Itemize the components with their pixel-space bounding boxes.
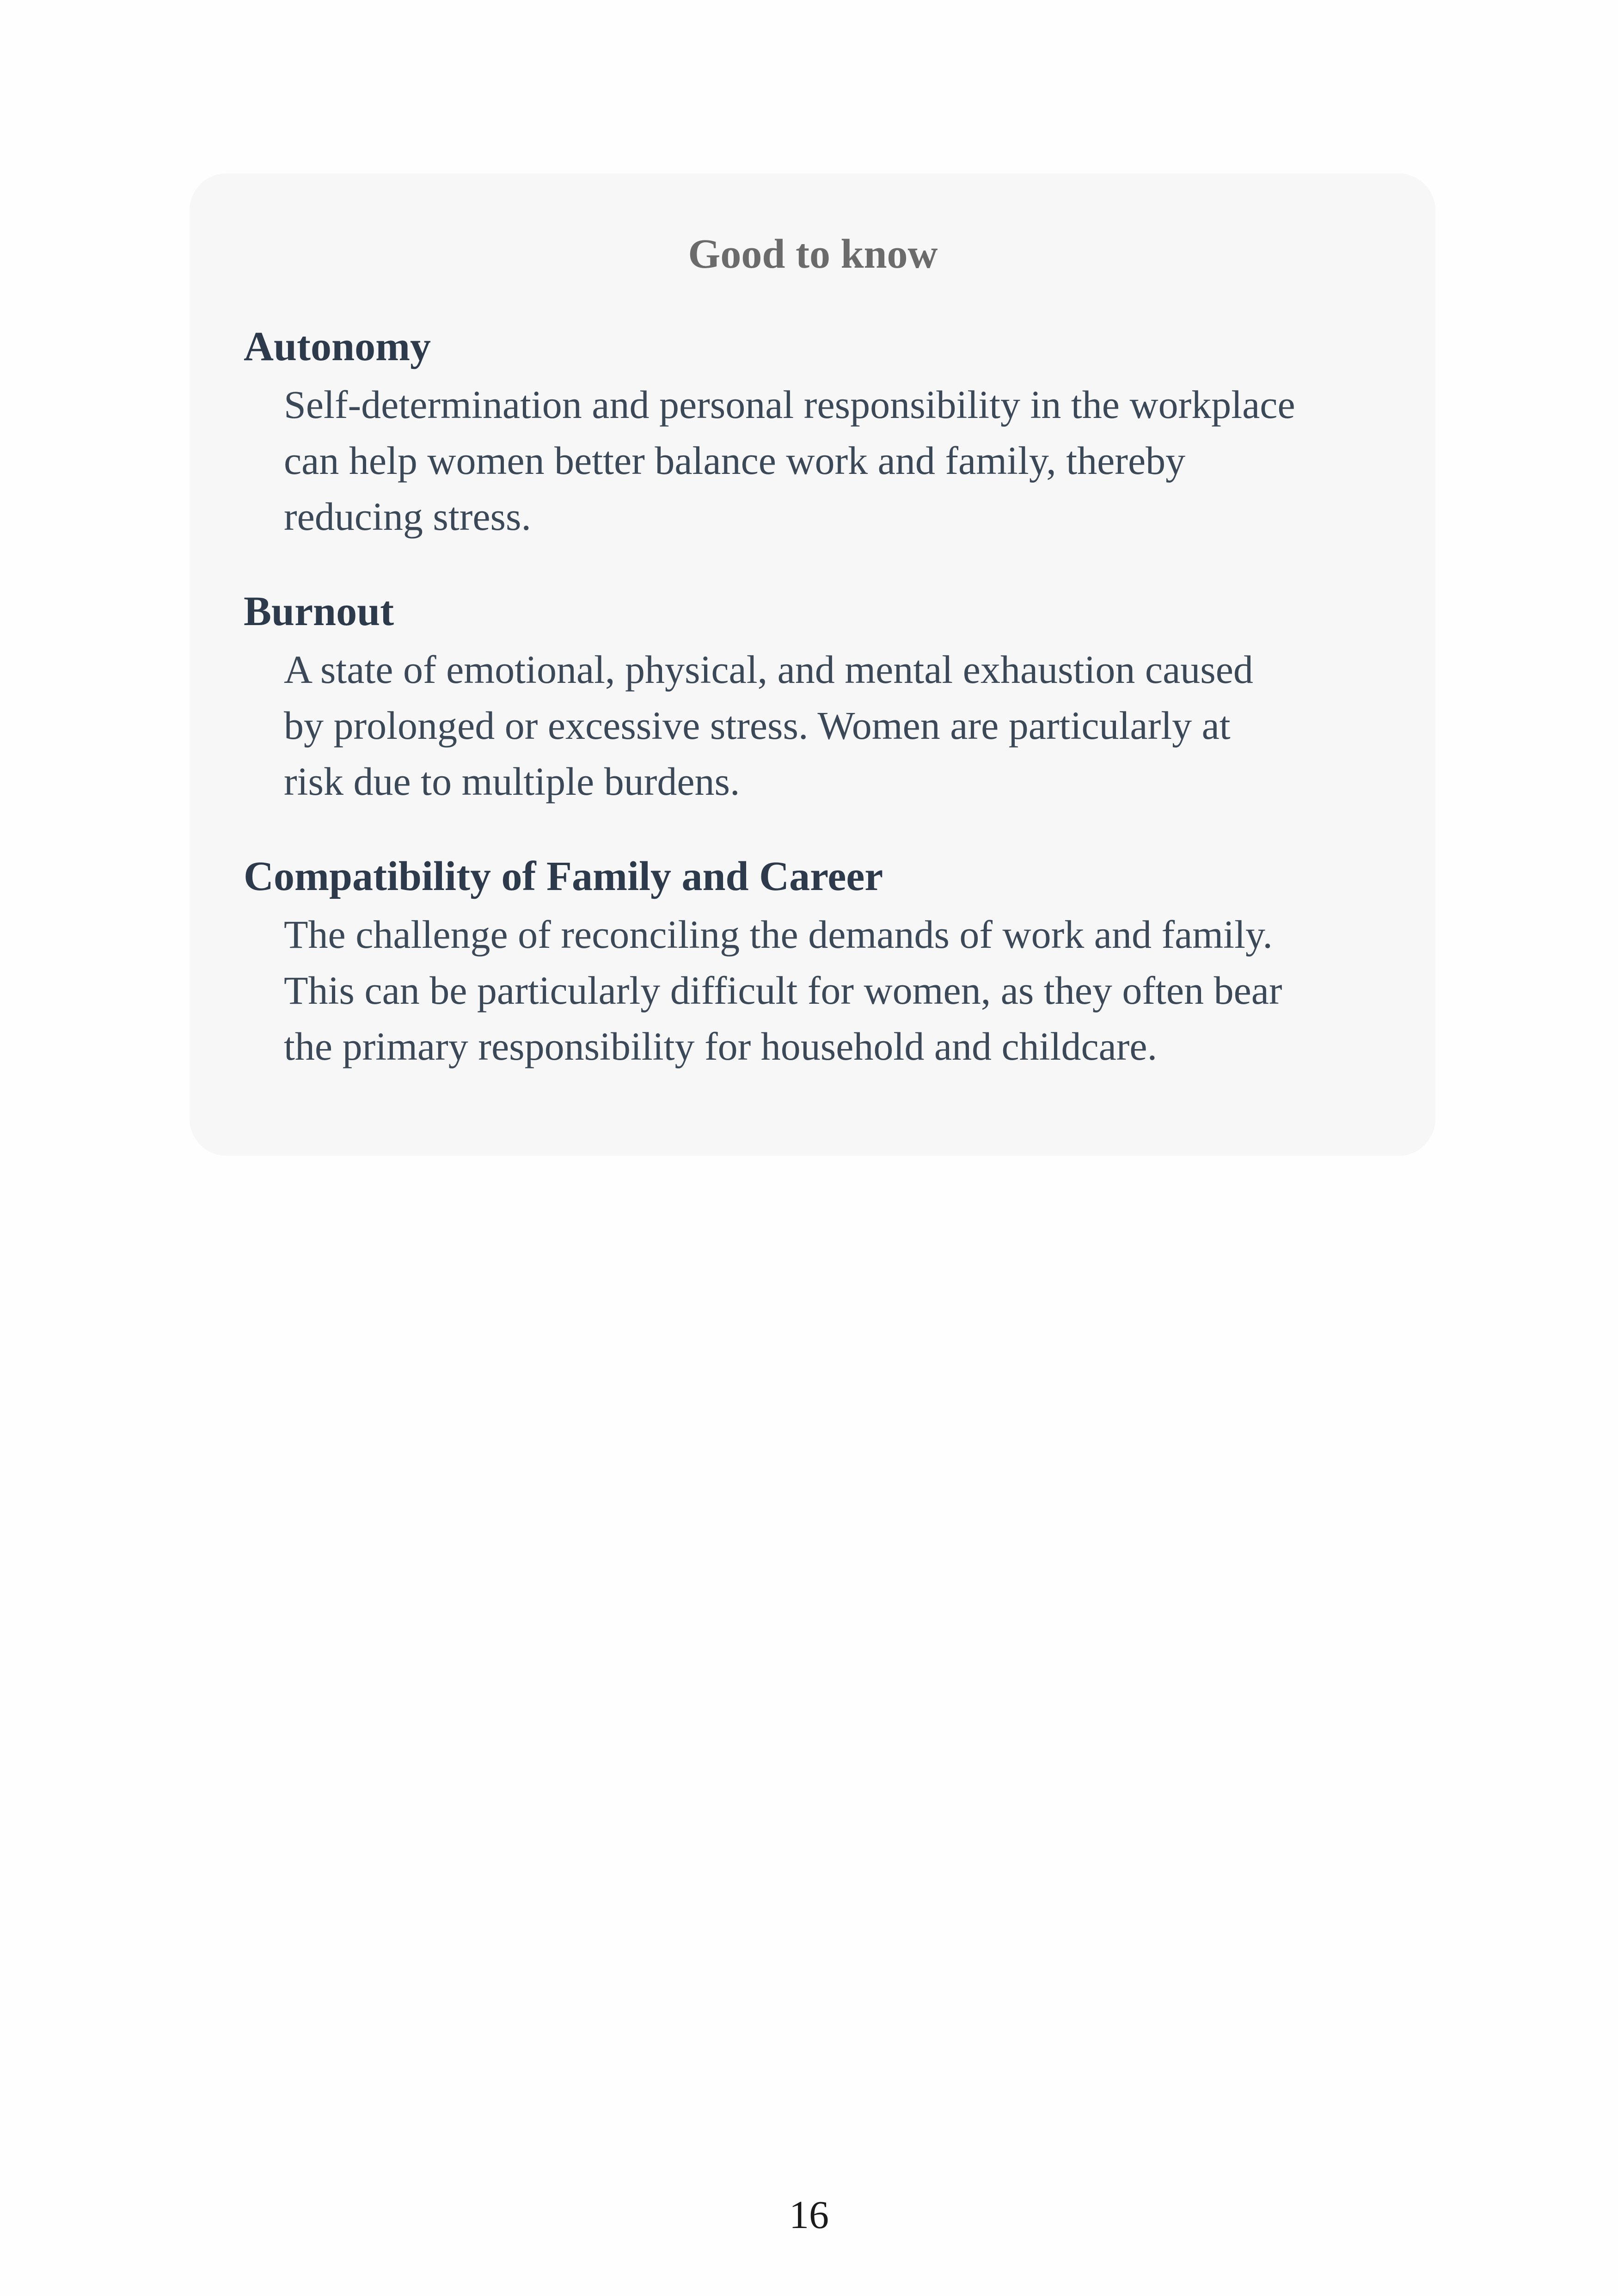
definition-line: Self-determination and personal responsibility in the workplace <box>284 382 1295 427</box>
definition-line: can help women better balance work and family, thereby <box>284 438 1186 483</box>
glossary-definition <box>284 642 1382 810</box>
definition-line: risk due to multiple burdens. <box>284 759 740 804</box>
glossary-term: Burnout <box>244 589 394 634</box>
box-title: Good to know <box>688 231 938 277</box>
definition-line: the primary responsibility for household and childcare. <box>284 1024 1158 1068</box>
glossary-definition <box>284 907 1382 1074</box>
glossary-entry-compatibility <box>244 851 1382 1074</box>
definition-line: A state of emotional, physical, and mental exhaustion caused <box>284 647 1253 692</box>
glossary-term: Autonomy <box>244 324 431 369</box>
definition-line: The challenge of reconciling the demands of work and family. <box>284 912 1273 957</box>
definition-line: This can be particularly difficult for women, as they often bear <box>284 968 1282 1013</box>
glossary-entry-burnout <box>244 586 1382 810</box>
definition-line: reducing stress. <box>284 494 531 539</box>
glossary-definition <box>284 377 1382 545</box>
good-to-know-box <box>190 173 1435 1156</box>
page-number: 16 <box>789 2192 829 2237</box>
glossary-entry-autonomy <box>244 321 1382 545</box>
definition-line: by prolonged or excessive stress. Women are particularly at <box>284 703 1231 748</box>
glossary-term: Compatibility of Family and Career <box>244 853 883 899</box>
